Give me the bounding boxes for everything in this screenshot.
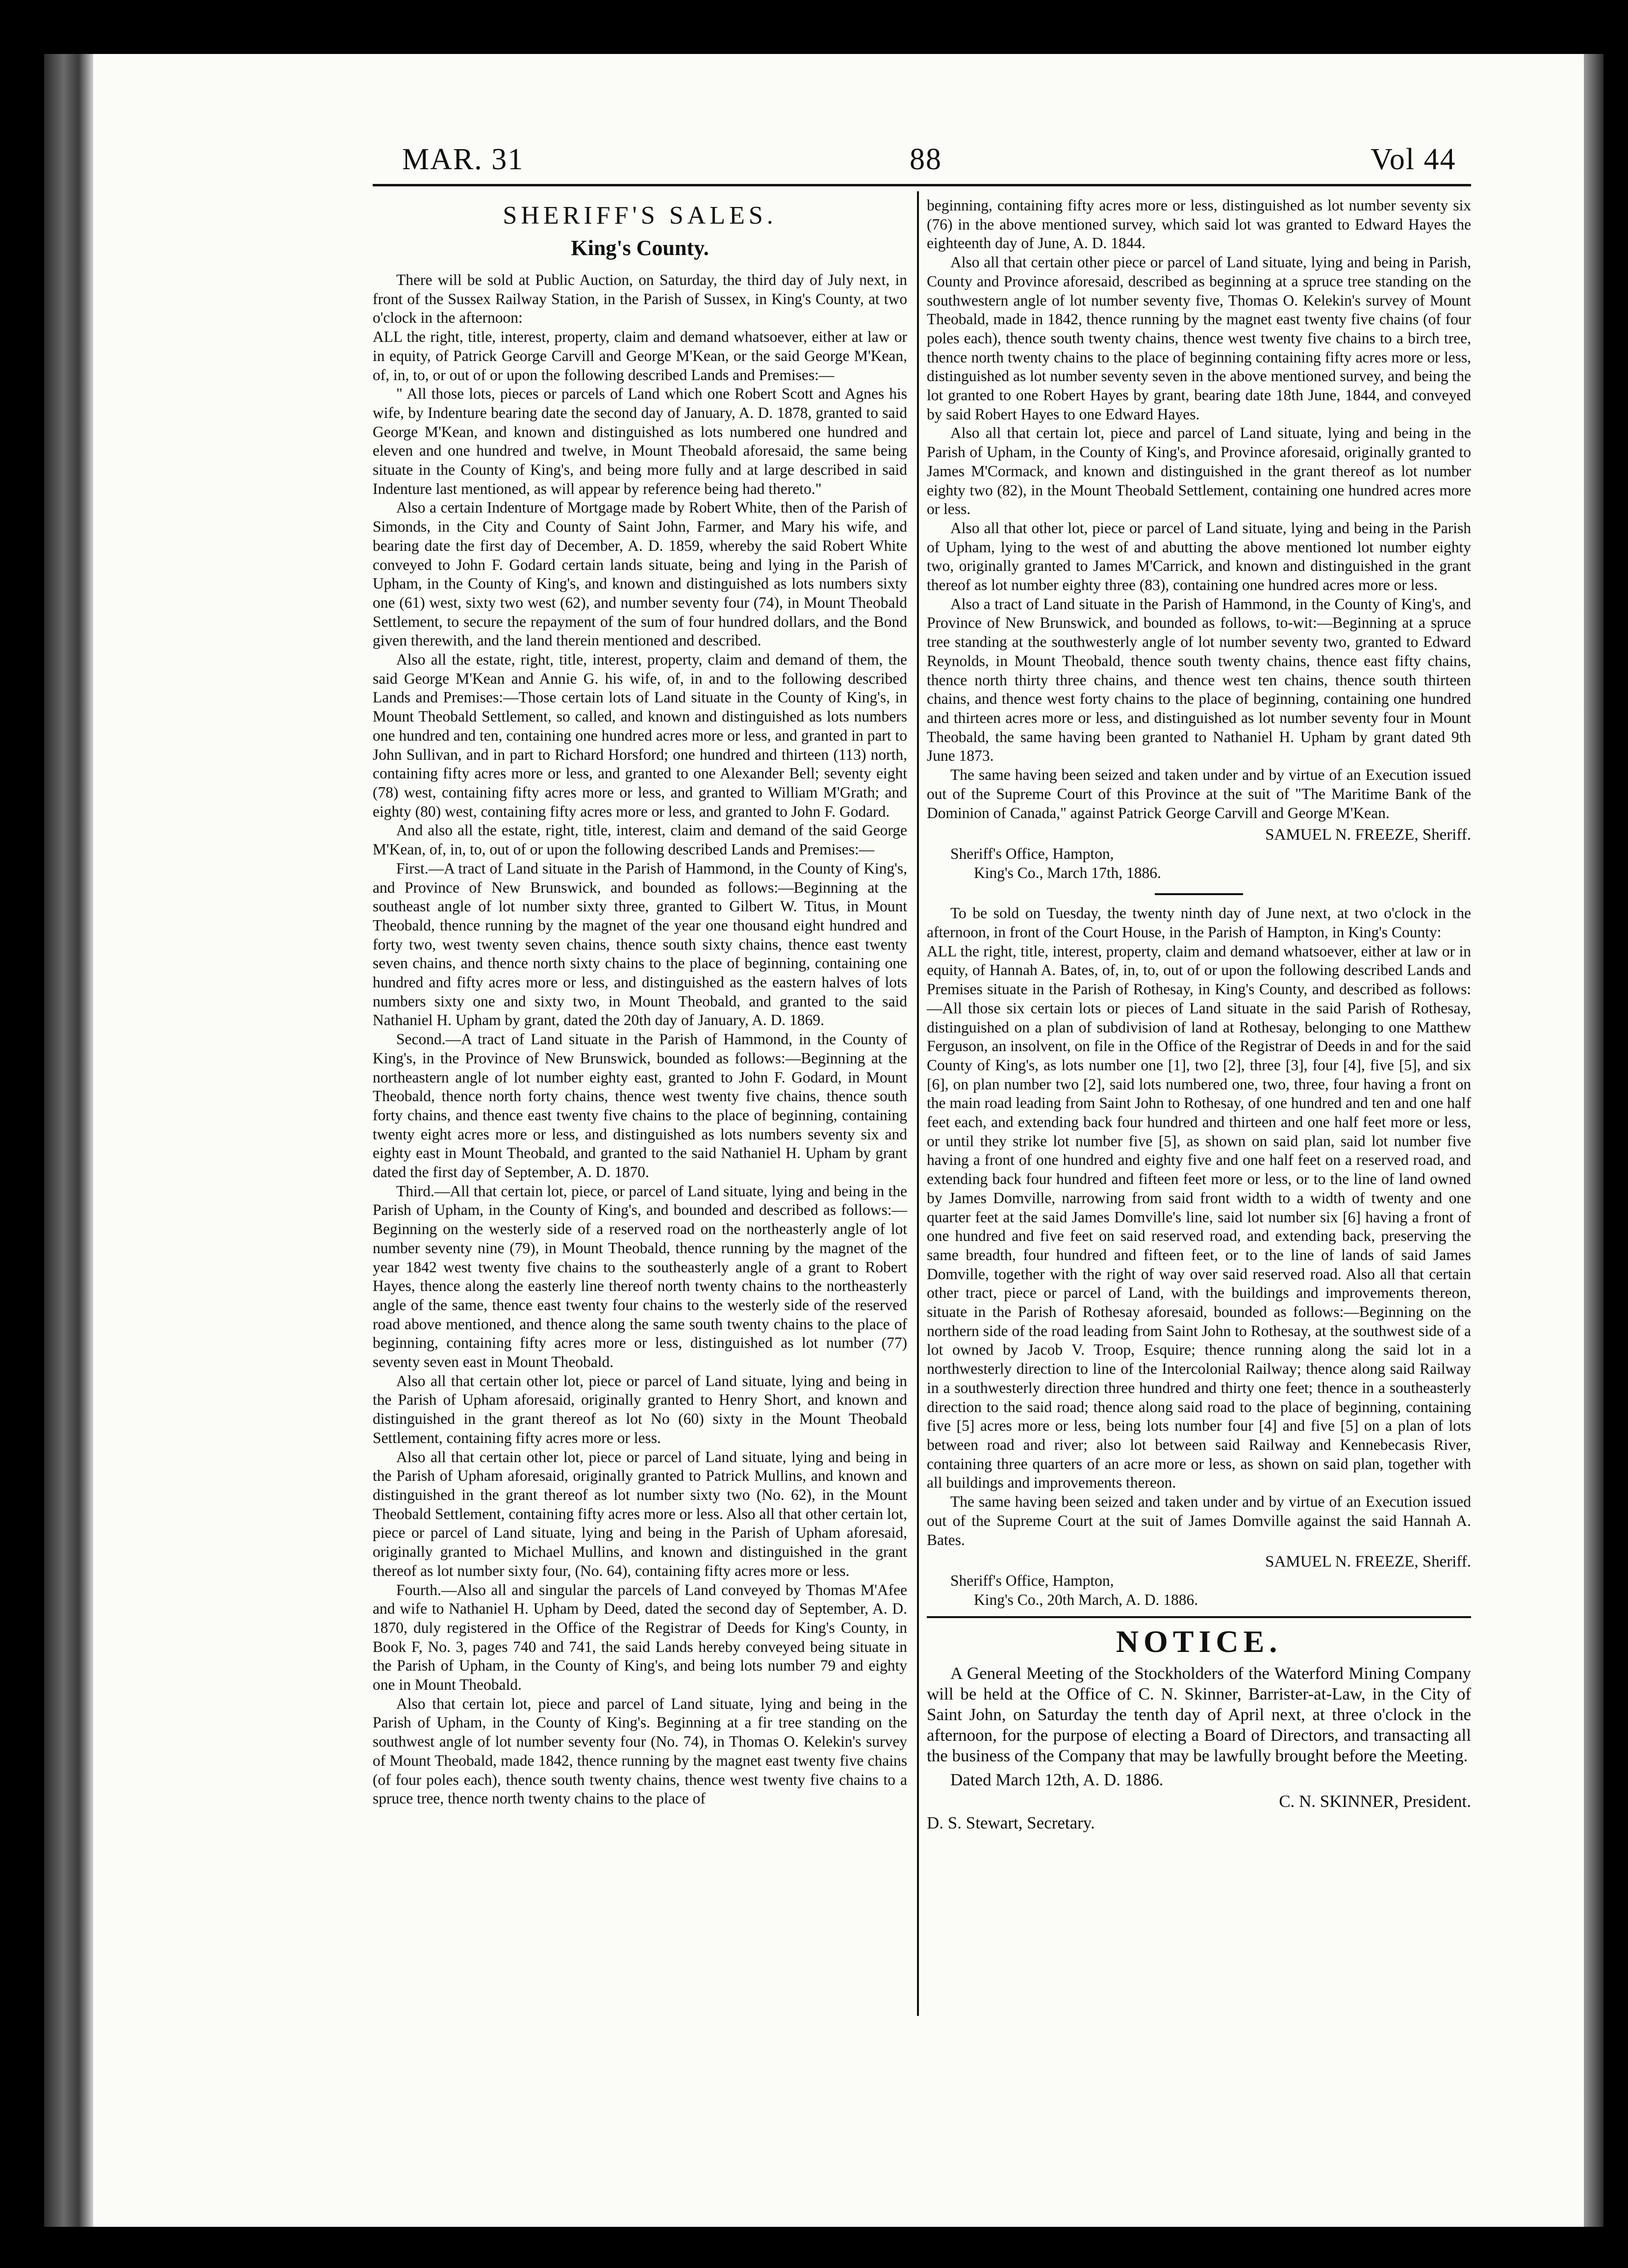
divider-rule <box>927 1616 1471 1618</box>
paragraph: beginning, containing fifty acres more or less, distinguished as lot number seventy six (76) in the above mentioned survey, which said lot was granted to Edward Hayes the eighteenth day of June, A. D. 1844. <box>927 197 1471 252</box>
signature-date: King's Co., 20th March, A. D. 1886. <box>974 1591 1198 1608</box>
left-column <box>373 196 907 1808</box>
column-divider <box>917 191 919 2016</box>
secretary-signature: D. S. Stewart, Secretary. <box>927 1813 1095 1833</box>
paragraph: Also all that other lot, piece or parcel of Land situate, lying and being in the Parish of Upham, lying to the west of and abutting the above mentioned lot number eighty two, originally granted to James M'Carrick, and known and distinguished in the grant thereof as lot number eighty three (83), containing one hundred acres more or less. <box>927 519 1471 594</box>
paragraph: There will be sold at Public Auction, on Saturday, the third day of July next, in front of the Sussex Railway Station, in the Parish of Sussex, in King's County, at two o'clock in the afternoon: <box>373 271 907 327</box>
notice-title: NOTICE. <box>1116 1624 1282 1659</box>
county-subtitle: King's County. <box>571 236 709 260</box>
signature-date: King's Co., March 17th, 1886. <box>974 864 1161 881</box>
paragraph: Also all that certain other lot, piece or parcel of Land situate, lying and being in the Parish of Upham aforesaid, originally granted to Patrick Mullins, and known and distinguished in the grant thereof as lot number sixty two (No. 62), in the Mount Theobald Settlement, containing fifty acres more or less. Also all that other certain lot, piece or parcel of Land situate, lying and being in the Parish of Upham aforesaid, originally granted to Michael Mullins, and known and distinguished in the grant thereof as lot number sixty four, (No. 64), containing fifty acres more or less. <box>373 1448 907 1579</box>
paragraph: Also a certain Indenture of Mortgage made by Robert White, then of the Parish of Simonds, in the City and County of Saint John, Farmer, and Mary his wife, and bearing date the first day of December, A. D. 1859, whereby the said Robert White conveyed to John F. Godard certain lands situate, being and lying in the Parish of Upham, in the County of King's, and known and distinguished as lots numbers sixty one (61) west, sixty two west (62), and number seventy four (74), in Mount Theobald Settlement, to secure the repayment of the sum of four hundred dollars, and the Bond given therewith, and the land therein mentioned and described. <box>373 499 907 649</box>
paragraph: And also all the estate, right, title, interest, claim and demand of the said George M'Kean, of, in, to, out of or upon the following described Lands and Premises:— <box>373 822 907 858</box>
paragraph: " All those lots, pieces or parcels of Land which one Robert Scott and Agnes his wife, by Indenture bearing date the second day of January, A. D. 1878, granted to said George M'Kean, and known and distinguished as lots numbered one hundred and eleven and one hundred and twelve, in Mount Theobald aforesaid, the same being situate in the County of King's, and being more fully and at large described in said Indenture last mentioned, as will appear by reference being had thereto." <box>373 385 907 497</box>
paragraph: Also that certain lot, piece and parcel of Land situate, lying and being in the Parish of Upham, in the County of King's. Beginning at a fir tree standing on the southwest angle of lot number seventy four (No. 74), in Thomas O. Kelekin's survey of Mount Theobald, made 1842, thence running by the magnet east twenty five chains (of four poles each), thence south twenty chains, thence west twenty five chains to a spruce tree, thence north twenty chains to the place of <box>373 1695 907 1807</box>
paragraph: Also all that certain lot, piece and parcel of Land situate, lying and being in the Parish of Upham, in the County of King's, and Province aforesaid, originally granted to James M'Cormack, and known and distinguished in the grant thereof as lot number eighty two (82), in the Mount Theobald Settlement, containing one hundred acres more or less. <box>927 424 1471 518</box>
paragraph: Also a tract of Land situate in the Parish of Hammond, in the County of King's, and Province of New Brunswick, and bounded as follows, to-wit:—Beginning at a spruce tree standing at the southwesterly angle of lot number seventy two, granted to Edward Reynolds, in Mount Theobald, thence south twenty chains, thence east fifty chains, thence north thirty three chains, and thence west ten chains, thence south thirteen chains, and thence west forty chains to the place of beginning, containing one hundred and thirteen acres more or less, and distinguished as lot number seventy four in Mount Theobald, the same having been granted to Nathaniel H. Upham by grant dated 9th June 1873. <box>927 595 1471 765</box>
paragraph: Also all that certain other piece or parcel of Land situate, lying and being in Parish, County and Province aforesaid, described as beginning at a spruce tree standing on the southwestern angle of lot number seventy five, Thomas O. Kelekin's survey of Mount Theobald, made in 1842, thence running by the magnet east twenty five chains (of four poles each), thence south twenty chains, thence west twenty five chains to a birch tree, thence north twenty chains to the place of beginning containing fifty acres more or less, distinguished as lot number seventy seven in the above mentioned survey, and being the lot granted to one Robert Hayes by grant, bearing date 18th June, 1844, and conveyed by said Robert Hayes to one Edward Hayes. <box>927 254 1471 423</box>
paragraph: To be sold on Tuesday, the twenty ninth day of June next, at two o'clock in the afternoon, in front of the Court House, in the Parish of Hampton, in King's County: <box>927 904 1471 941</box>
sheriff-office: Sheriff's Office, Hampton, <box>950 845 1114 862</box>
paragraph: Also all that certain other lot, piece or parcel of Land situate, lying and being in the Parish of Upham aforesaid, originally granted to Henry Short, and known and distinguished in the grant thereof as lot No (60) sixty in the Mount Theobald Settlement, containing fifty acres more or less. <box>373 1372 907 1446</box>
president-signature: C. N. SKINNER, President. <box>1279 1792 1471 1811</box>
paragraph: The same having been seized and taken under and by virtue of an Execution issued out of the Supreme Court at the suit of James Domville against the said Hannah A. Bates. <box>927 1493 1471 1548</box>
divider-rule <box>1155 893 1243 895</box>
sheriff-signature: SAMUEL N. FREEZE, Sheriff. <box>1265 826 1471 844</box>
page-edge-shadow <box>1584 54 1603 2227</box>
sheriff-signature: SAMUEL N. FREEZE, Sheriff. <box>1265 1553 1471 1571</box>
notice-body: A General Meeting of the Stockholders of the Waterford Mining Company will be held at the Office of C. N. Skinner, Barrister-at-Law, in the City of Saint John, on Saturday the tenth day of April next, at three o'clock in the afternoon, for the purpose of electing a Board of Directors, and transacting all the business of the Company that may be lawfully brought before the Meeting. <box>927 1664 1471 1766</box>
book-spine <box>44 54 93 2227</box>
paragraph: ALL the right, title, interest, property, claim and demand whatsoever, either at law or in equity, of Patrick George Carvill and George M'Kean, or the said George M'Kean, of, in, to, or out of or upon the following described Lands and Premises:— <box>373 328 907 384</box>
paragraph: Fourth.—Also all and singular the parcels of Land conveyed by Thomas M'Afee and wife to Nathaniel H. Upham by Deed, dated the second day of September, A. D. 1870, duly registered in the Office of the Registrar of Deeds for King's County, in Book F, No. 3, pages 740 and 741, the said Lands hereby conveyed being situate in the Parish of Upham, in the County of King's, and being lots number 79 and eighty one in Mount Theobald. <box>373 1581 907 1694</box>
header-rule <box>373 184 1471 186</box>
right-column <box>927 196 1471 1834</box>
section-title: SHERIFF'S SALES. <box>503 202 777 230</box>
notice-date: Dated March 12th, A. D. 1886. <box>950 1770 1164 1790</box>
paragraph: Also all the estate, right, title, interest, property, claim and demand of them, the said George M'Kean and Annie G. his wife, of, in and to the following described Lands and Premises:—Those certain lots of Land situate in the County of King's, in Mount Theobald Settlement, so called, and known and distinguished as lots numbers one hundred and ten, containing one hundred acres more or less, and granted in part to John Sullivan, and in part to Richard Horsford; one hundred and thirteen (113) north, containing fifty acres more or less, and granted to one Alexander Bell; seventy eight (78) west, containing fifty acres more or less, and granted to William M'Grath; and eighty (80) west, containing fifty acres more or less, and granted to John F. Godard. <box>373 651 907 820</box>
paragraph: Second.—A tract of Land situate in the Parish of Hammond, in the County of King's, in the Province of New Brunswick, bounded as follows:—Beginning at the northeastern angle of lot number eighty east, granted to John F. Godard, in Mount Theobald, thence north forty chains, thence west twenty five chains, thence south forty chains, and thence east twenty five chains to the place of beginning, containing twenty eight acres more or less, and distinguished as lots numbers seventy six and eighty east in Mount Theobald, and granted to the said Nathaniel H. Upham by grant dated the first day of September, A. D. 1870. <box>373 1031 907 1181</box>
paragraph: ALL the right, title, interest, property, claim and demand whatsoever, either at law or in equity, of Hannah A. Bates, of, in, to, out of or upon the following described Lands and Premises situate in the Parish of Rothesay, in King's County, and described as follows:—All those six certain lots or pieces of Land situate in the said Parish of Rothesay, distinguished on a plan of subdivision of land at Rothesay, belonging to one Matthew Ferguson, an insolvent, on file in the Office of the Registrar of Deeds in and for the said County of King's, as lots number one [1], two [2], three [3], four [4], five [5], and six [6], on plan number two [2], said lots numbered one, two, three, four having a front on the main road leading from Saint John to Rothesay, of one hundred and ten and one half feet each, and extending back four hundred and thirteen and one half feet more or less, or until they strike lot number five [5], as shown on said plan, said lot number five having a front of one hundred and eighty five and one half feet on a reserved road, and extending back four hundred and fifteen feet more or less, or to the line of land owned by James Domville, narrowing from said front width to a width of twenty and one quarter feet at the said James Domville's line, said lot number six [6] having a front of one hundred and five feet on said reserved road, and extending back, preserving the same breadth, four hundred and fifteen feet, or to the line of lands of said James Domville, together with the right of way over said reserved road. Also all that certain other tract, piece or parcel of Land, with the buildings and improvements thereon, situate in the Parish of Rothesay aforesaid, bounded as follows:—Beginning on the northern side of the road leading from Saint John to Rothesay, at the southwest side of a lot owned by Jacob V. Troop, Esquire; thence running along the said lot in a northwesterly direction to line of the Intercolonial Railway; thence along said Railway in a southwesterly direction three hundred and thirty one feet; thence in a southeasterly direction to the said road; thence along said road to the place of beginning, containing five [5] acres more or less, being lots number four [4] and five [5] on a plan of lots between road and river; also lot between said Railway and Kennebecasis River, containing three quarters of an acre more or less, as shown on said plan, together with all buildings and improvements thereon. <box>927 942 1471 1492</box>
paragraph: Third.—All that certain lot, piece, or parcel of Land situate, lying and being in the Parish of Upham, in the County of King's, and bounded and described as follows:—Beginning on the westerly side of a reserved road on the northeasterly angle of lot number seventy nine (79), in Mount Theobald, thence running by the magnet of the year 1842 west twenty five chains to the southeasterly angle of a grant to Robert Hayes, thence along the easterly line thereof north twenty chains to the northeasterly angle of the same, thence east twenty four chains to the westerly side of the reserved road above mentioned, and thence along the same south twenty chains to the place of beginning, containing fifty acres more or less, distinguished as lot number (77) seventy seven east in Mount Theobald. <box>373 1182 907 1371</box>
sheriff-office: Sheriff's Office, Hampton, <box>950 1572 1114 1589</box>
page-number: 88 <box>910 143 942 176</box>
paragraph: First.—A tract of Land situate in the Parish of Hammond, in the County of King's, and Province of New Brunswick, and bounded as follows:—Beginning at the southeast angle of lot number sixty three, granted to Gilbert W. Titus, in Mount Theobald, thence running by the magnet of the year one thousand eight hundred and forty two, west twenty seven chains, thence south sixty chains, thence east twenty seven chains, and thence north sixty chains to the place of beginning, containing one hundred and fifty acres more or less, and distinguished as the eastern halves of lots numbers sixty one and sixty two, in Mount Theobald, and granted to the said Nathaniel H. Upham by grant, dated the 20th day of January, A. D. 1869. <box>373 859 907 1029</box>
paragraph: The same having been seized and taken under and by virtue of an Execution issued out of the Supreme Court of this Province at the suit of "The Maritime Bank of the Dominion of Canada," against Patrick George Carvill and George M'Kean. <box>927 766 1471 822</box>
issue-date: MAR. 31 <box>402 143 524 176</box>
volume-number: Vol 44 <box>1371 143 1456 176</box>
